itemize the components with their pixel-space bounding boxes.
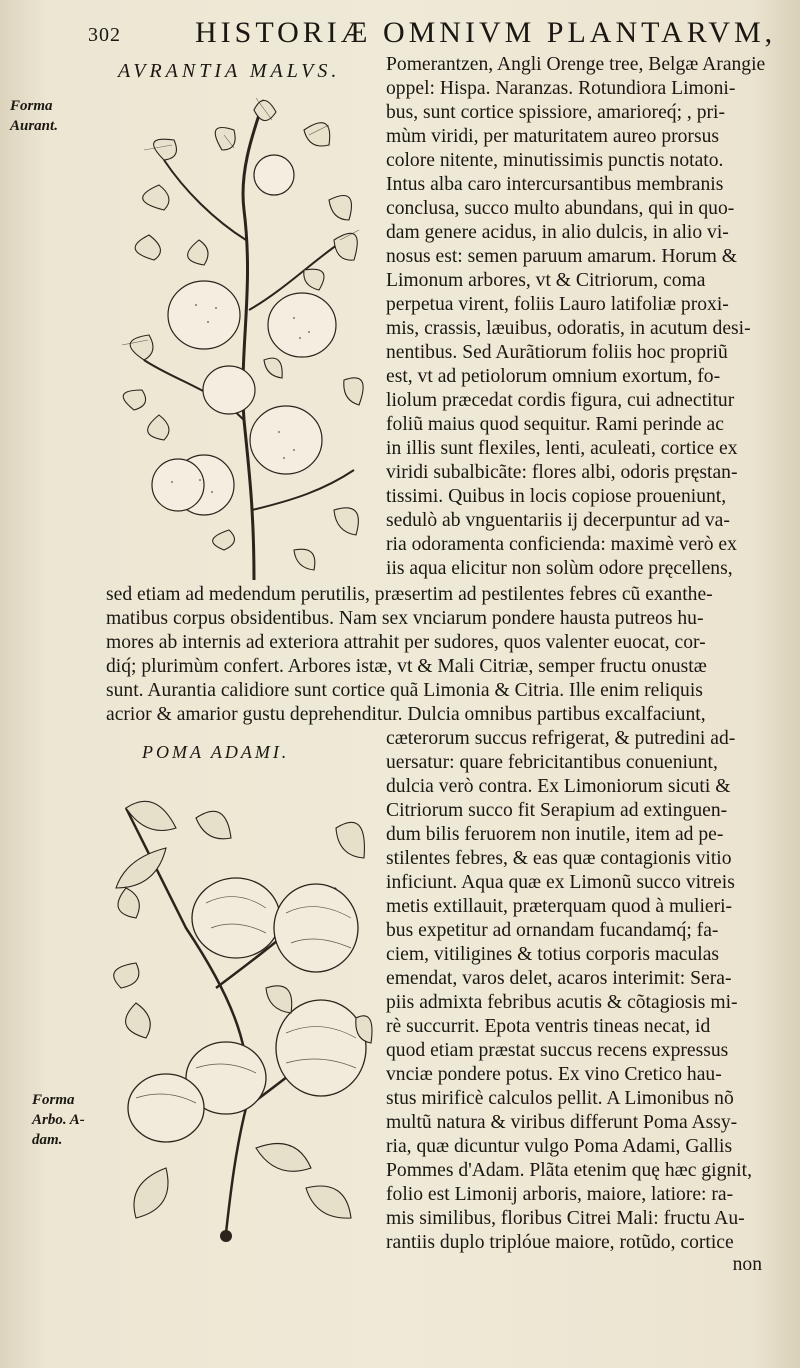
text-line: est, vt ad petiolorum omnium exortum, fo- <box>386 366 721 387</box>
text-line: matibus corpus obsidentibus. Nam sex vnciarum pondere hausta putreos hu- <box>106 608 704 629</box>
text-line: inficiunt. Aqua quæ ex Limonũ succo vitreis <box>386 872 735 893</box>
text-line: quod etiam præstat succus recens expressus <box>386 1040 729 1061</box>
text-line: sedulò ab vnguentariis ij decerpuntur ad va- <box>386 510 730 531</box>
margin-note-line: Forma <box>32 1092 75 1108</box>
text-line: conclusa, succo multo abundans, qui in quo- <box>386 198 735 219</box>
text-line: rè succurrit. Epota ventris tineas necat, id <box>386 1016 711 1037</box>
text-line: in illis sunt flexiles, lenti, aculeati, cortice ex <box>386 438 738 459</box>
text-line: piis admixta febribus acutis & cõtagiosis mi- <box>386 992 738 1013</box>
text-line: mùm viridi, per maturitatem aureo prorsus <box>386 126 720 147</box>
margin-note-forma-adam <box>32 1090 85 1150</box>
text-line: iis aqua elicitur non solùm odore pręcellens, <box>386 558 733 579</box>
text-line: uersatur: quare febricitantibus conueniunt, <box>386 752 718 773</box>
text-line: ciem, vitiligines & totius corporis maculas <box>386 944 720 965</box>
text-line: multũ natura & viribus differunt Poma Assy- <box>386 1112 738 1133</box>
catchword: non <box>732 1254 762 1275</box>
running-title: HISTORIÆ OMNIVM PLANTARVM, <box>195 16 777 49</box>
adams-apple-woodcut <box>106 788 376 1246</box>
page-number: 302 <box>88 24 121 46</box>
orange-branch-woodcut <box>104 90 374 585</box>
text-line: cæterorum succus refrigerat, & putredini ad- <box>386 728 736 749</box>
margin-note-line: dam. <box>32 1132 63 1148</box>
text-line: nentibus. Sed Aurãtiorum foliis hoc propriũ <box>386 342 728 363</box>
margin-note-forma-aurant <box>10 96 58 136</box>
text-line: vnciæ pondere potus. Ex vino Cretico hau- <box>386 1064 722 1085</box>
text-line: ria, quæ dicuntur vulgo Poma Adami, Gallis <box>386 1136 733 1157</box>
text-line: perpetua virent, foliis Lauro latifoliæ proxi- <box>386 294 729 315</box>
text-line: Intus alba caro intercursantibus membranis <box>386 174 724 195</box>
text-line: sed etiam ad medendum perutilis, præsertim ad pestilentes febres cũ exanthe- <box>106 584 713 605</box>
text-line: oppel: Hispa. Naranzas. Rotundiora Limoni- <box>386 78 736 99</box>
text-line: Limonum arbores, vt & Citriorum, coma <box>386 270 706 291</box>
text-line: rantiis duplo triplóue maiore, rotũdo, cortice <box>386 1232 734 1253</box>
figure-caption-poma-adami: POMA ADAMI. <box>142 742 290 762</box>
margin-note-line: Aurant. <box>10 118 58 134</box>
text-line: diq́; plurimùm confert. Arbores istæ, vt & Mali Citriæ, semper fructu onustæ <box>106 656 707 677</box>
text-line: emendat, varos delet, acaros interimit: Sera- <box>386 968 732 989</box>
text-line: metis extillauit, præterquam quod à mulieri- <box>386 896 733 917</box>
margin-note-line: Arbo. A- <box>32 1112 85 1128</box>
text-line: sunt. Aurantia calidiore sunt cortice quã Limonia & Citria. Ille enim reliquis <box>106 680 703 701</box>
text-line: Citriorum succo fit Serapium ad extinguen- <box>386 800 728 821</box>
text-line: dum bilis feruorem non inutile, item ad pe- <box>386 824 724 845</box>
text-line: mis similibus, floribus Citrei Mali: fructu Au- <box>386 1208 745 1229</box>
text-line: mores ab internis ad exteriora attrahit per sudores, quos valenter euocat, cor- <box>106 632 706 653</box>
text-line: dam genere acidus, in alio dulcis, in alio vi- <box>386 222 729 243</box>
text-line: stilentes febres, & eas quæ contagionis vitio <box>386 848 732 869</box>
text-line: mis, crassis, læuibus, odoratis, in acutum desi- <box>386 318 751 339</box>
margin-note-line: Forma <box>10 98 53 114</box>
text-line: tissimi. Quibus in locis copiose proueniunt, <box>386 486 727 507</box>
text-line: stus mirificè calculos pellit. A Limonibus nõ <box>386 1088 734 1109</box>
text-line: liolum præcedat cordis figura, cui adnectitur <box>386 390 735 411</box>
text-line: colore nitente, minutissimis punctis notato. <box>386 150 724 171</box>
text-line: nosus est: semen paruum amarum. Horum & <box>386 246 737 267</box>
text-line: Pommes d'Adam. Plãta etenim quę hæc gignit, <box>386 1160 752 1181</box>
text-line: bus, sunt cortice spissiore, amarioreq́; , pri- <box>386 102 725 123</box>
text-line: viridi subalbicãte: flores albi, odoris pręstan- <box>386 462 738 483</box>
text-line: ria odoramenta conficienda: maximè verò ex <box>386 534 737 555</box>
text-line: acrior & amarior gustu deprehenditur. Dulcia omnibus partibus excalfaciunt, <box>106 704 706 725</box>
text-line: bus expetitur ad ornandam fucandamq́; fa- <box>386 920 719 941</box>
text-line: foliũ maius quod sequitur. Rami perinde ac <box>386 414 724 435</box>
text-line: dulcia verò contra. Ex Limoniorum sicuti & <box>386 776 731 797</box>
text-line: folio est Limonij arboris, maiore, latiore: ra- <box>386 1184 734 1205</box>
figure-caption-aurantia: AVRANTIA MALVS. <box>118 60 341 82</box>
text-line: Pomerantzen, Angli Orenge tree, Belgæ Arangie <box>386 54 766 75</box>
